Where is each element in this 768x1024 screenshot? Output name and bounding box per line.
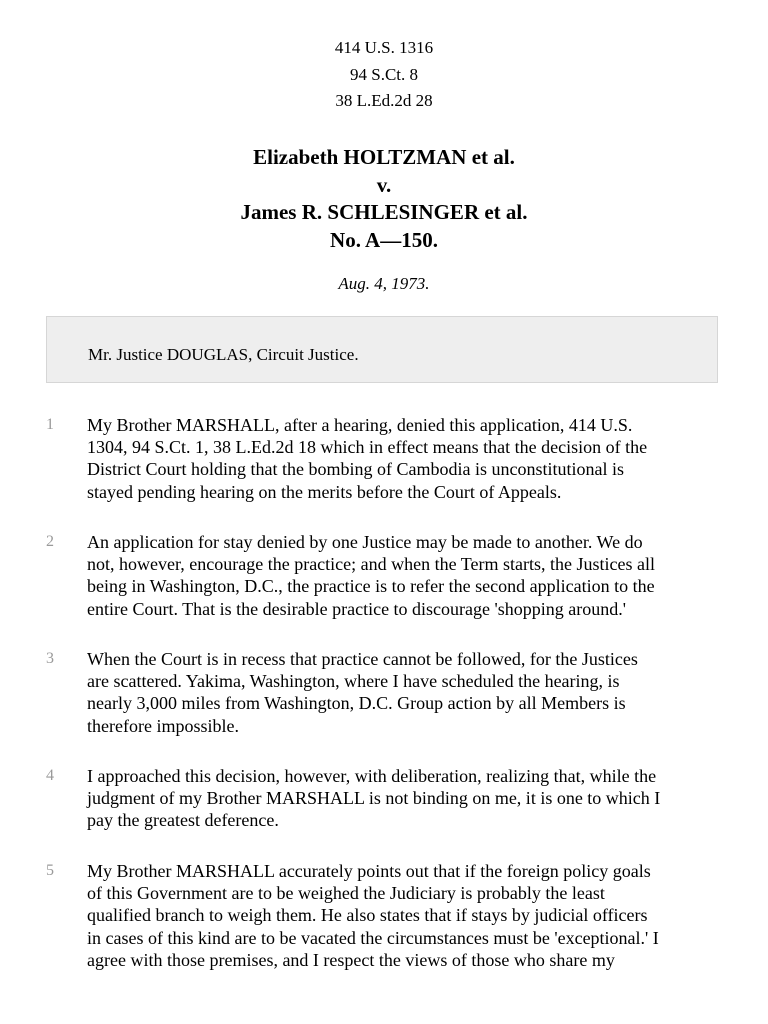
paragraph-number: 4 <box>46 767 54 784</box>
text-line: 1304, 94 S.Ct. 1, 38 L.Ed.2d 18 which in effect means that the decision of the <box>87 437 648 458</box>
text-line: are scattered. Yakima, Washington, where I have scheduled the hearing, is <box>87 671 620 692</box>
text-line: agree with those premises, and I respect the views of those who share my <box>87 949 615 970</box>
citation-us: 414 U.S. 1316 <box>334 38 434 57</box>
text-line: therefore impossible. <box>87 715 239 736</box>
paragraph-text <box>87 860 727 971</box>
text-line: My Brother MARSHALL, after a hearing, denied this application, 414 U.S. <box>87 415 633 435</box>
paragraph-number: 3 <box>46 650 54 667</box>
paragraph-number: 5 <box>46 862 54 879</box>
citation-sct: 94 S.Ct. 8 <box>349 64 419 84</box>
text-line: not, however, encourage the practice; and when the Term starts, the Justices all <box>87 554 655 575</box>
text-line: judgment of my Brother MARSHALL is not binding on me, it is one to which I <box>87 788 661 809</box>
text-line: being in Washington, D.C., the practice is to refer the second application to the <box>87 576 655 597</box>
circuit-justice-label: Mr. Justice DOUGLAS, Circuit Justice. <box>88 345 359 364</box>
respondent-name: James R. SCHLESINGER et al. <box>240 200 528 224</box>
text-line: stayed pending hearing on the merits before the Court of Appeals. <box>87 481 562 502</box>
paragraph-text <box>87 414 727 503</box>
justice-panel <box>46 316 718 383</box>
case-caption <box>0 144 768 254</box>
text-line: qualified branch to weigh them. He also states that if stays by judicial officers <box>87 905 648 926</box>
text-line: District Court holding that the bombing of Cambodia is unconstitutional is <box>87 459 624 480</box>
text-line: pay the greatest deference. <box>87 810 279 831</box>
text-line: entire Court. That is the desirable practice to discourage 'shopping around.' <box>87 598 626 619</box>
text-line: nearly 3,000 miles from Washington, D.C. Group action by all Members is <box>87 693 626 714</box>
text-line: My Brother MARSHALL accurately points out that if the foreign policy goals <box>87 861 651 881</box>
text-line: of this Government are to be weighed the Judiciary is probably the least <box>87 883 605 904</box>
text-line: in cases of this kind are to be vacated the circumstances must be 'exceptional.' I <box>87 927 659 948</box>
text-line: When the Court is in recess that practice cannot be followed, for the Justices <box>87 649 638 669</box>
paragraph-text <box>87 765 727 832</box>
decision-date: Aug. 4, 1973. <box>338 274 430 293</box>
citation-block <box>0 35 768 115</box>
petitioner-name: Elizabeth HOLTZMAN et al. <box>253 145 515 169</box>
paragraph-number: 2 <box>46 533 54 550</box>
docket-number: No. A—150. <box>330 227 438 252</box>
text-line: An application for stay denied by one Justice may be made to another. We do <box>87 532 643 552</box>
versus-label: v. <box>376 172 392 197</box>
paragraph-text <box>87 531 727 620</box>
paragraph-text <box>87 648 727 737</box>
paragraph-number: 1 <box>46 416 54 433</box>
text-line: I approached this decision, however, with deliberation, realizing that, while the <box>87 766 657 786</box>
citation-led: 38 L.Ed.2d 28 <box>335 91 433 110</box>
